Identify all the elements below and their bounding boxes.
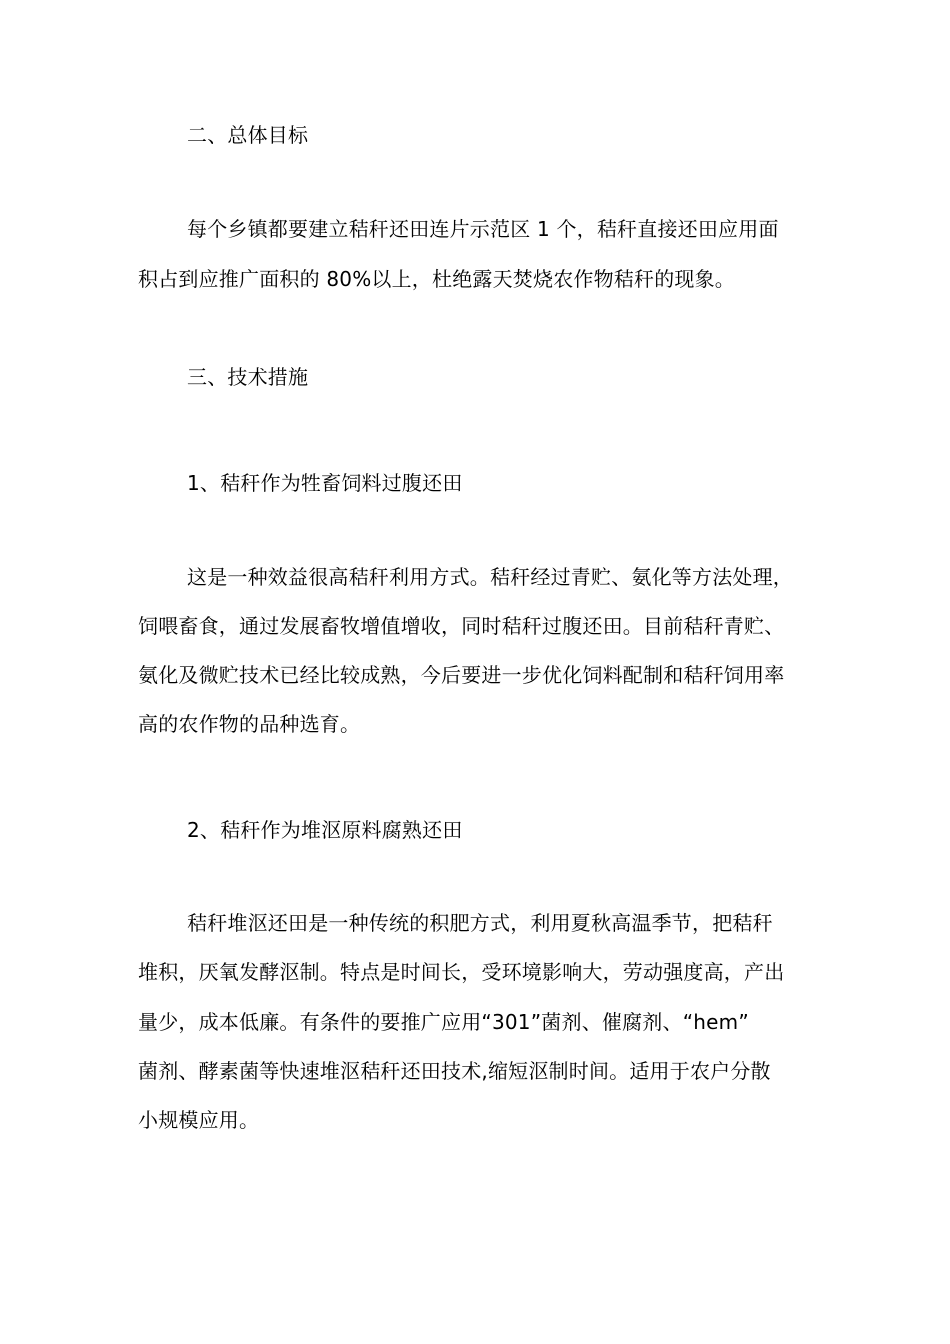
subsection-heading-compost: 2、秸秆作为堆沤原料腐熟还田 (187, 818, 463, 842)
section-heading-overall-goals: 二、总体目标 (187, 123, 309, 147)
section-heading-technical-measures: 三、技术措施 (187, 365, 309, 389)
paragraph-line: 秸秆堆沤还田是一种传统的积肥方式，利用夏秋高温季节，把秸秆 (187, 911, 773, 935)
paragraph-line: 氨化及微贮技术已经比较成熟，今后要进一步优化饲料配制和秸秆饲用率 (138, 663, 785, 687)
subsection-heading-livestock-feed: 1、秸秆作为牲畜饲料过腹还田 (187, 471, 463, 495)
paragraph-line: 高的农作物的品种选育。 (138, 712, 361, 736)
paragraph-line: 饲喂畜食，通过发展畜牧增值增收，同时秸秆过腹还田。目前秸秆青贮、 (138, 614, 785, 638)
paragraph-line: 每个乡镇都要建立秸秆还田连片示范区 1 个，秸秆直接还田应用面 (187, 217, 779, 241)
paragraph-line: 堆积，厌氧发酵沤制。特点是时间长，受环境影响大，劳动强度高，产出 (138, 960, 785, 984)
paragraph-line: 小规模应用。 (138, 1108, 260, 1132)
paragraph-line: 积占到应推广面积的 80%以上，杜绝露天焚烧农作物秸秆的现象。 (138, 267, 736, 291)
paragraph-line: 这是一种效益很高秸秆利用方式。秸秆经过青贮、氨化等方法处理， (187, 565, 793, 589)
paragraph-line: 量少，成本低廉。有条件的要推广应用“301”菌剂、催腐剂、“hem” (138, 1010, 749, 1034)
paragraph-line: 菌剂、酵素菌等快速堆沤秸秆还田技术,缩短沤制时间。适用于农户分散 (138, 1059, 771, 1083)
